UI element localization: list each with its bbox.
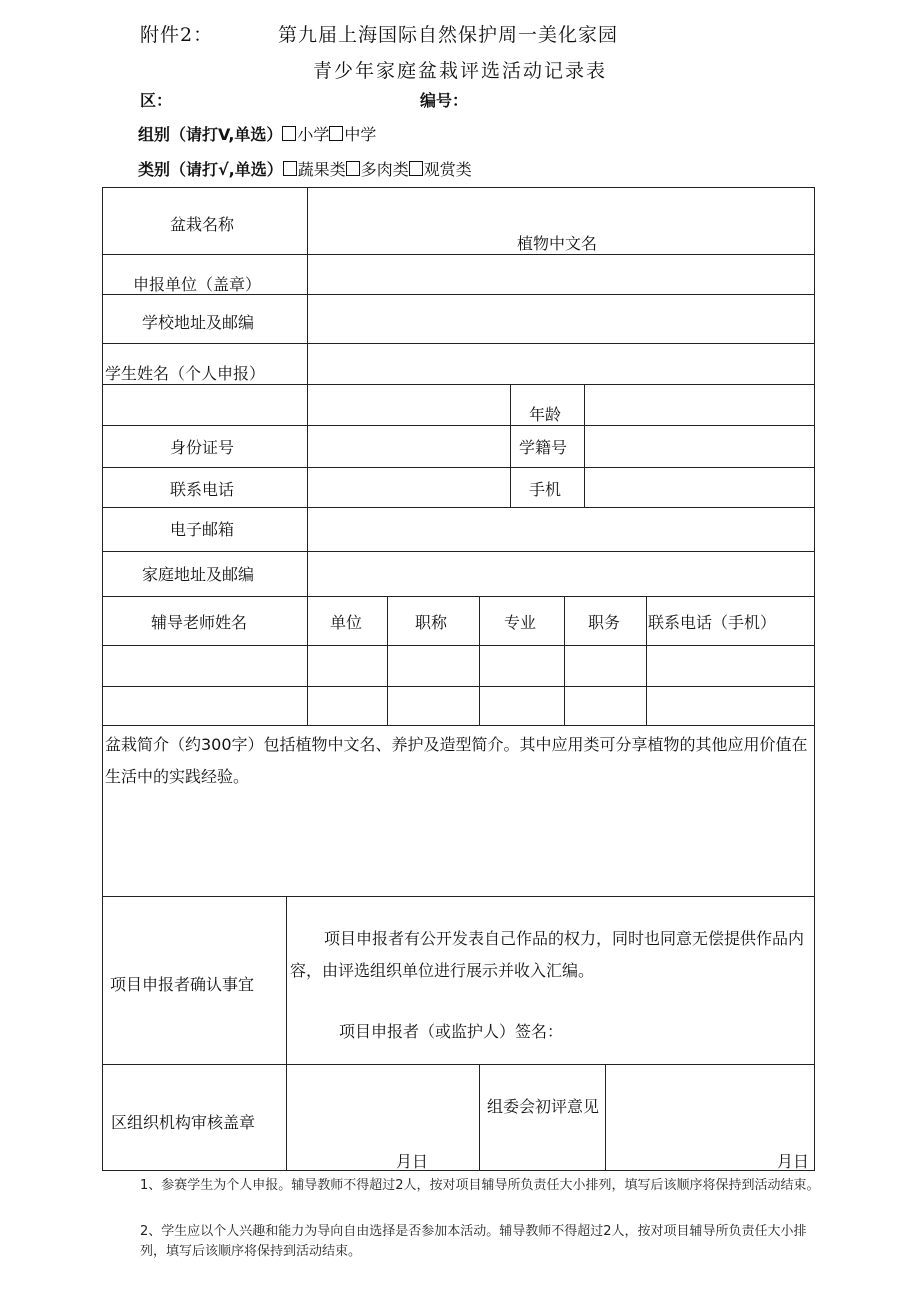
district-review-label: 区组织机构审核盖章 xyxy=(111,1113,256,1132)
page-title: 第九届上海国际自然保护周一美化家园 xyxy=(278,24,619,46)
district-label: 区： xyxy=(140,91,173,110)
category-option-vegetable: 蔬果类 xyxy=(297,160,346,179)
mobile-label: 手机 xyxy=(529,480,562,499)
page-subtitle: 青少年家庭盆栽评选活动记录表 xyxy=(313,60,608,82)
category-checkbox-ornamental[interactable] xyxy=(409,161,423,176)
group-checkbox-middle[interactable] xyxy=(329,126,343,141)
school-address-label: 学校地址及邮编 xyxy=(142,313,255,332)
teacher-major-header: 专业 xyxy=(504,613,537,632)
committee-review-date: 月日 xyxy=(777,1152,810,1171)
committee-review-label: 组委会初评意见 xyxy=(486,1097,599,1116)
bonsai-intro-text: 盆栽简介（约300字）包括植物中文名、养护及造型简介。其中应用类可分享植物的其他应用价值在生活中的实践经验。 xyxy=(105,735,808,786)
bonsai-name-label: 盆栽名称 xyxy=(170,215,235,234)
group-label: 组别（请打V,单选） xyxy=(138,125,283,144)
id-number-label: 身份证号 xyxy=(170,438,235,457)
category-checkbox-succulent[interactable] xyxy=(346,161,360,176)
teacher-phone-header: 联系电话（手机） xyxy=(648,613,777,632)
phone-label: 联系电话 xyxy=(170,480,235,499)
student-name-label: 学生姓名（个人申报） xyxy=(105,364,266,383)
applicant-unit-label: 申报单位（盖章） xyxy=(133,275,262,294)
group-row xyxy=(138,122,376,145)
confirmation-text: 项目申报者有公开发表自己作品的权力，同时也同意无偿提供作品内容，由评选组织单位进行展示并收入汇编。 xyxy=(290,929,805,980)
teacher-title-header: 职称 xyxy=(415,613,448,632)
student-number-label: 学籍号 xyxy=(519,438,568,457)
applicant-signature-label: 项目申报者（或监护人）签名： xyxy=(339,1022,564,1041)
number-label: 编号： xyxy=(420,91,469,110)
category-label: 类别（请打√,单选） xyxy=(138,160,283,179)
note-1: 1、参赛学生为个人申报。辅导教师不得超过2人，按对项目辅导所负责任大小排列，填写后该顺序将保持到活动结束。 xyxy=(140,1178,820,1193)
note-2: 2、学生应以个人兴趣和能力为导向自由选择是否参加本活动。辅导教师不得超过2人，按对项目辅导所负责任大小排列，填写后该顺序将保持到活动结束。 xyxy=(140,1224,807,1259)
email-label: 电子邮箱 xyxy=(170,520,235,539)
group-checkbox-primary[interactable] xyxy=(282,126,296,141)
category-option-ornamental: 观赏类 xyxy=(423,160,472,179)
confirmation-label: 项目申报者确认事宜 xyxy=(110,975,255,994)
age-label: 年龄 xyxy=(529,405,562,424)
teacher-unit-header: 单位 xyxy=(330,613,363,632)
group-option-middle: 中学 xyxy=(344,125,377,144)
home-address-label: 家庭地址及邮编 xyxy=(142,565,255,584)
plant-chinese-name-label: 植物中文名 xyxy=(517,234,598,253)
attachment-label: 附件2： xyxy=(140,24,214,46)
category-row xyxy=(138,157,472,180)
teacher-position-header: 职务 xyxy=(588,613,621,632)
category-option-succulent: 多肉类 xyxy=(360,160,409,179)
record-form xyxy=(102,187,815,1171)
teacher-name-header: 辅导老师姓名 xyxy=(151,613,248,632)
group-option-primary: 小学 xyxy=(297,125,330,144)
category-checkbox-vegetable[interactable] xyxy=(283,161,297,176)
district-review-date: 月日 xyxy=(396,1152,429,1171)
